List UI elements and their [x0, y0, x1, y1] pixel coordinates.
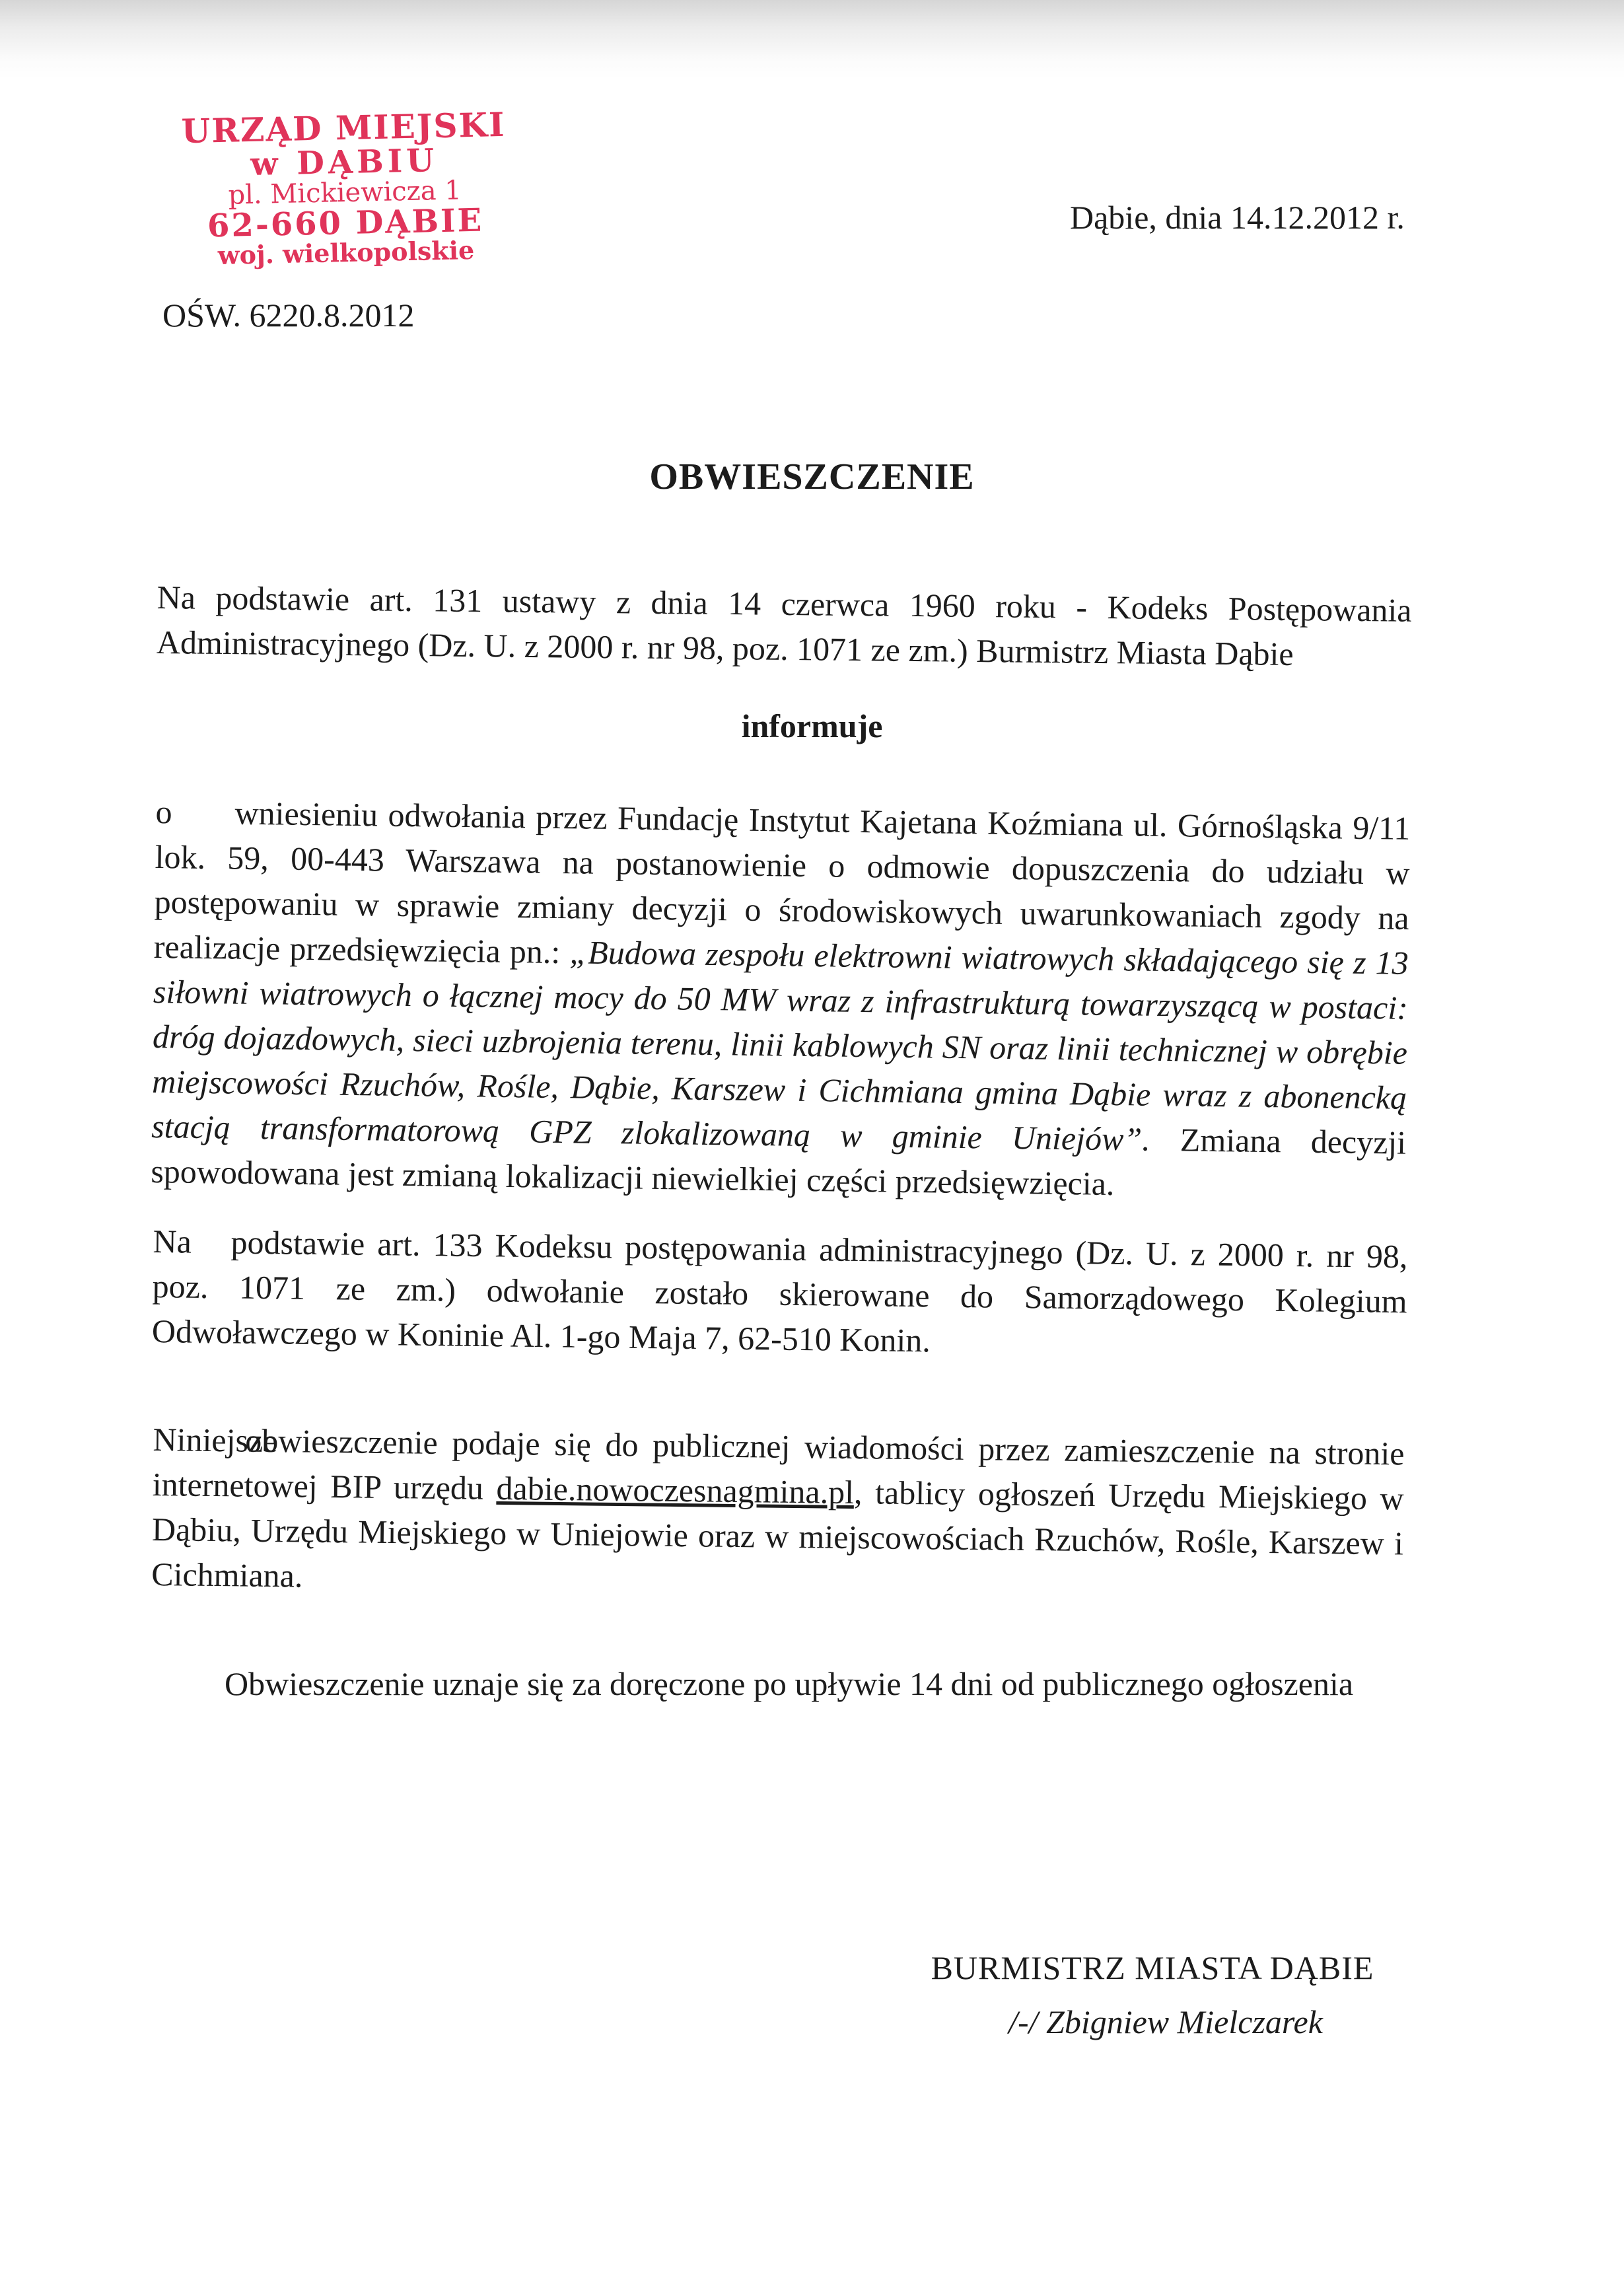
- appeal-change-note: Zmiana decyzji spowodowana jest zmianą lokalizacji niewielkiej części przedsięwzięcia.: [151, 1121, 1407, 1203]
- stamp-line-town: w DĄBIU: [250, 141, 439, 183]
- stamp-line-street: pl. Mickiewicza 1: [228, 175, 462, 211]
- signature-block: [901, 1949, 1403, 2041]
- bip-website-link[interactable]: dabie.nowoczesnagmina.pl: [496, 1469, 855, 1511]
- publication-text-rest: , tablicy ogłoszeń Urzędu Miejskiego w Dąbiu, Urzędu Miejskiego w Uniejowie oraz w miejscowościach Rzuchów, Rośle, Karszew i Cichmiana.: [151, 1474, 1405, 1595]
- paragraph-referral: [152, 1219, 1408, 1369]
- stamp-line-voivodeship: woj. wielkopolskie: [217, 235, 475, 271]
- referral-text: podstawie art. 133 Kodeksu postępowania administracyjnego (Dz. U. z 2000 r. nr 98, poz. 1071 ze zm.) odwołanie zostało skierowane do Samorządowego Kolegium Odwoławczego w Koninie Al. 1-go Maja 7, 62-510 Konin.: [151, 1223, 1408, 1359]
- paragraph-delivery: Obwieszczenie uznaje się za doręczone po upływie 14 dni od publicznego ogłoszenia: [225, 1665, 1354, 1702]
- publication-text: obwieszczenie podaje się do publicznej wiadomości przez zamieszczenie na stronie internetowej BIP urzędu: [152, 1421, 1405, 1507]
- stamp-line-office: URZĄD MIEJSKI: [181, 104, 506, 151]
- paragraph-lead-word: Niniejsze: [153, 1420, 278, 1460]
- document-title: OBWIESZCZENIE: [649, 456, 975, 497]
- project-name: „Budowa zespołu elektrowni wiatrowych składającego się z 13 siłowni wiatrowych o łącznej mocy do 50 MW wraz z infrastrukturą towarzyszącą w postaci: dróg dojazdowych, sieci uzbrojenia terenu, linii kablowych SN oraz linii technicznej w obrębie miejscowości Rzuchów, Rośle, Dąbie, Karszew i Cichmiana gmina Dąbie wraz z abonencką stacją transformatorową GPZ zlokalizowaną w gminie Uniejów”.: [151, 933, 1409, 1158]
- paragraph-legal-basis: Na podstawie art. 131 ustawy z dnia 14 czerwca 1960 roku - Kodeks Postępowania Administracyjnego (Dz. U. z 2000 r. nr 98, poz. 1071 ze zm.) Burmistrz Miasta Dąbie: [156, 578, 1412, 673]
- paragraph-appeal: [151, 789, 1411, 1210]
- paragraph-lead-word: Na: [153, 1222, 192, 1260]
- paragraph-publication: [151, 1417, 1405, 1610]
- signatory-title: BURMISTRZ MIASTA DĄBIE: [931, 1949, 1374, 1986]
- paragraph-lead-word: o: [155, 793, 172, 831]
- office-stamp: [172, 104, 518, 271]
- appeal-text: wniesieniu odwołania przez Fundację Instytut Kajetana Koźmiana ul. Górnośląska 9/11 lok. 59, 00-443 Warszawa na postanowienie o odmowie dopuszczenia do udziału w postępowaniu w sprawie zmiany decyzji o środowiskowych uwarunkowaniach zgody na realizacje przedsięwzięcia pn.:: [153, 794, 1411, 971]
- stamp-line-postcode: 62-660 DĄBIE: [207, 201, 484, 245]
- signatory-name: /-/ Zbigniew Mielczarek: [1008, 2003, 1323, 2040]
- informs-heading: informuje: [741, 707, 883, 744]
- document-date: Dąbie, dnia 14.12.2012 r.: [1070, 199, 1405, 236]
- reference-number: OŚW. 6220.8.2012: [162, 297, 415, 334]
